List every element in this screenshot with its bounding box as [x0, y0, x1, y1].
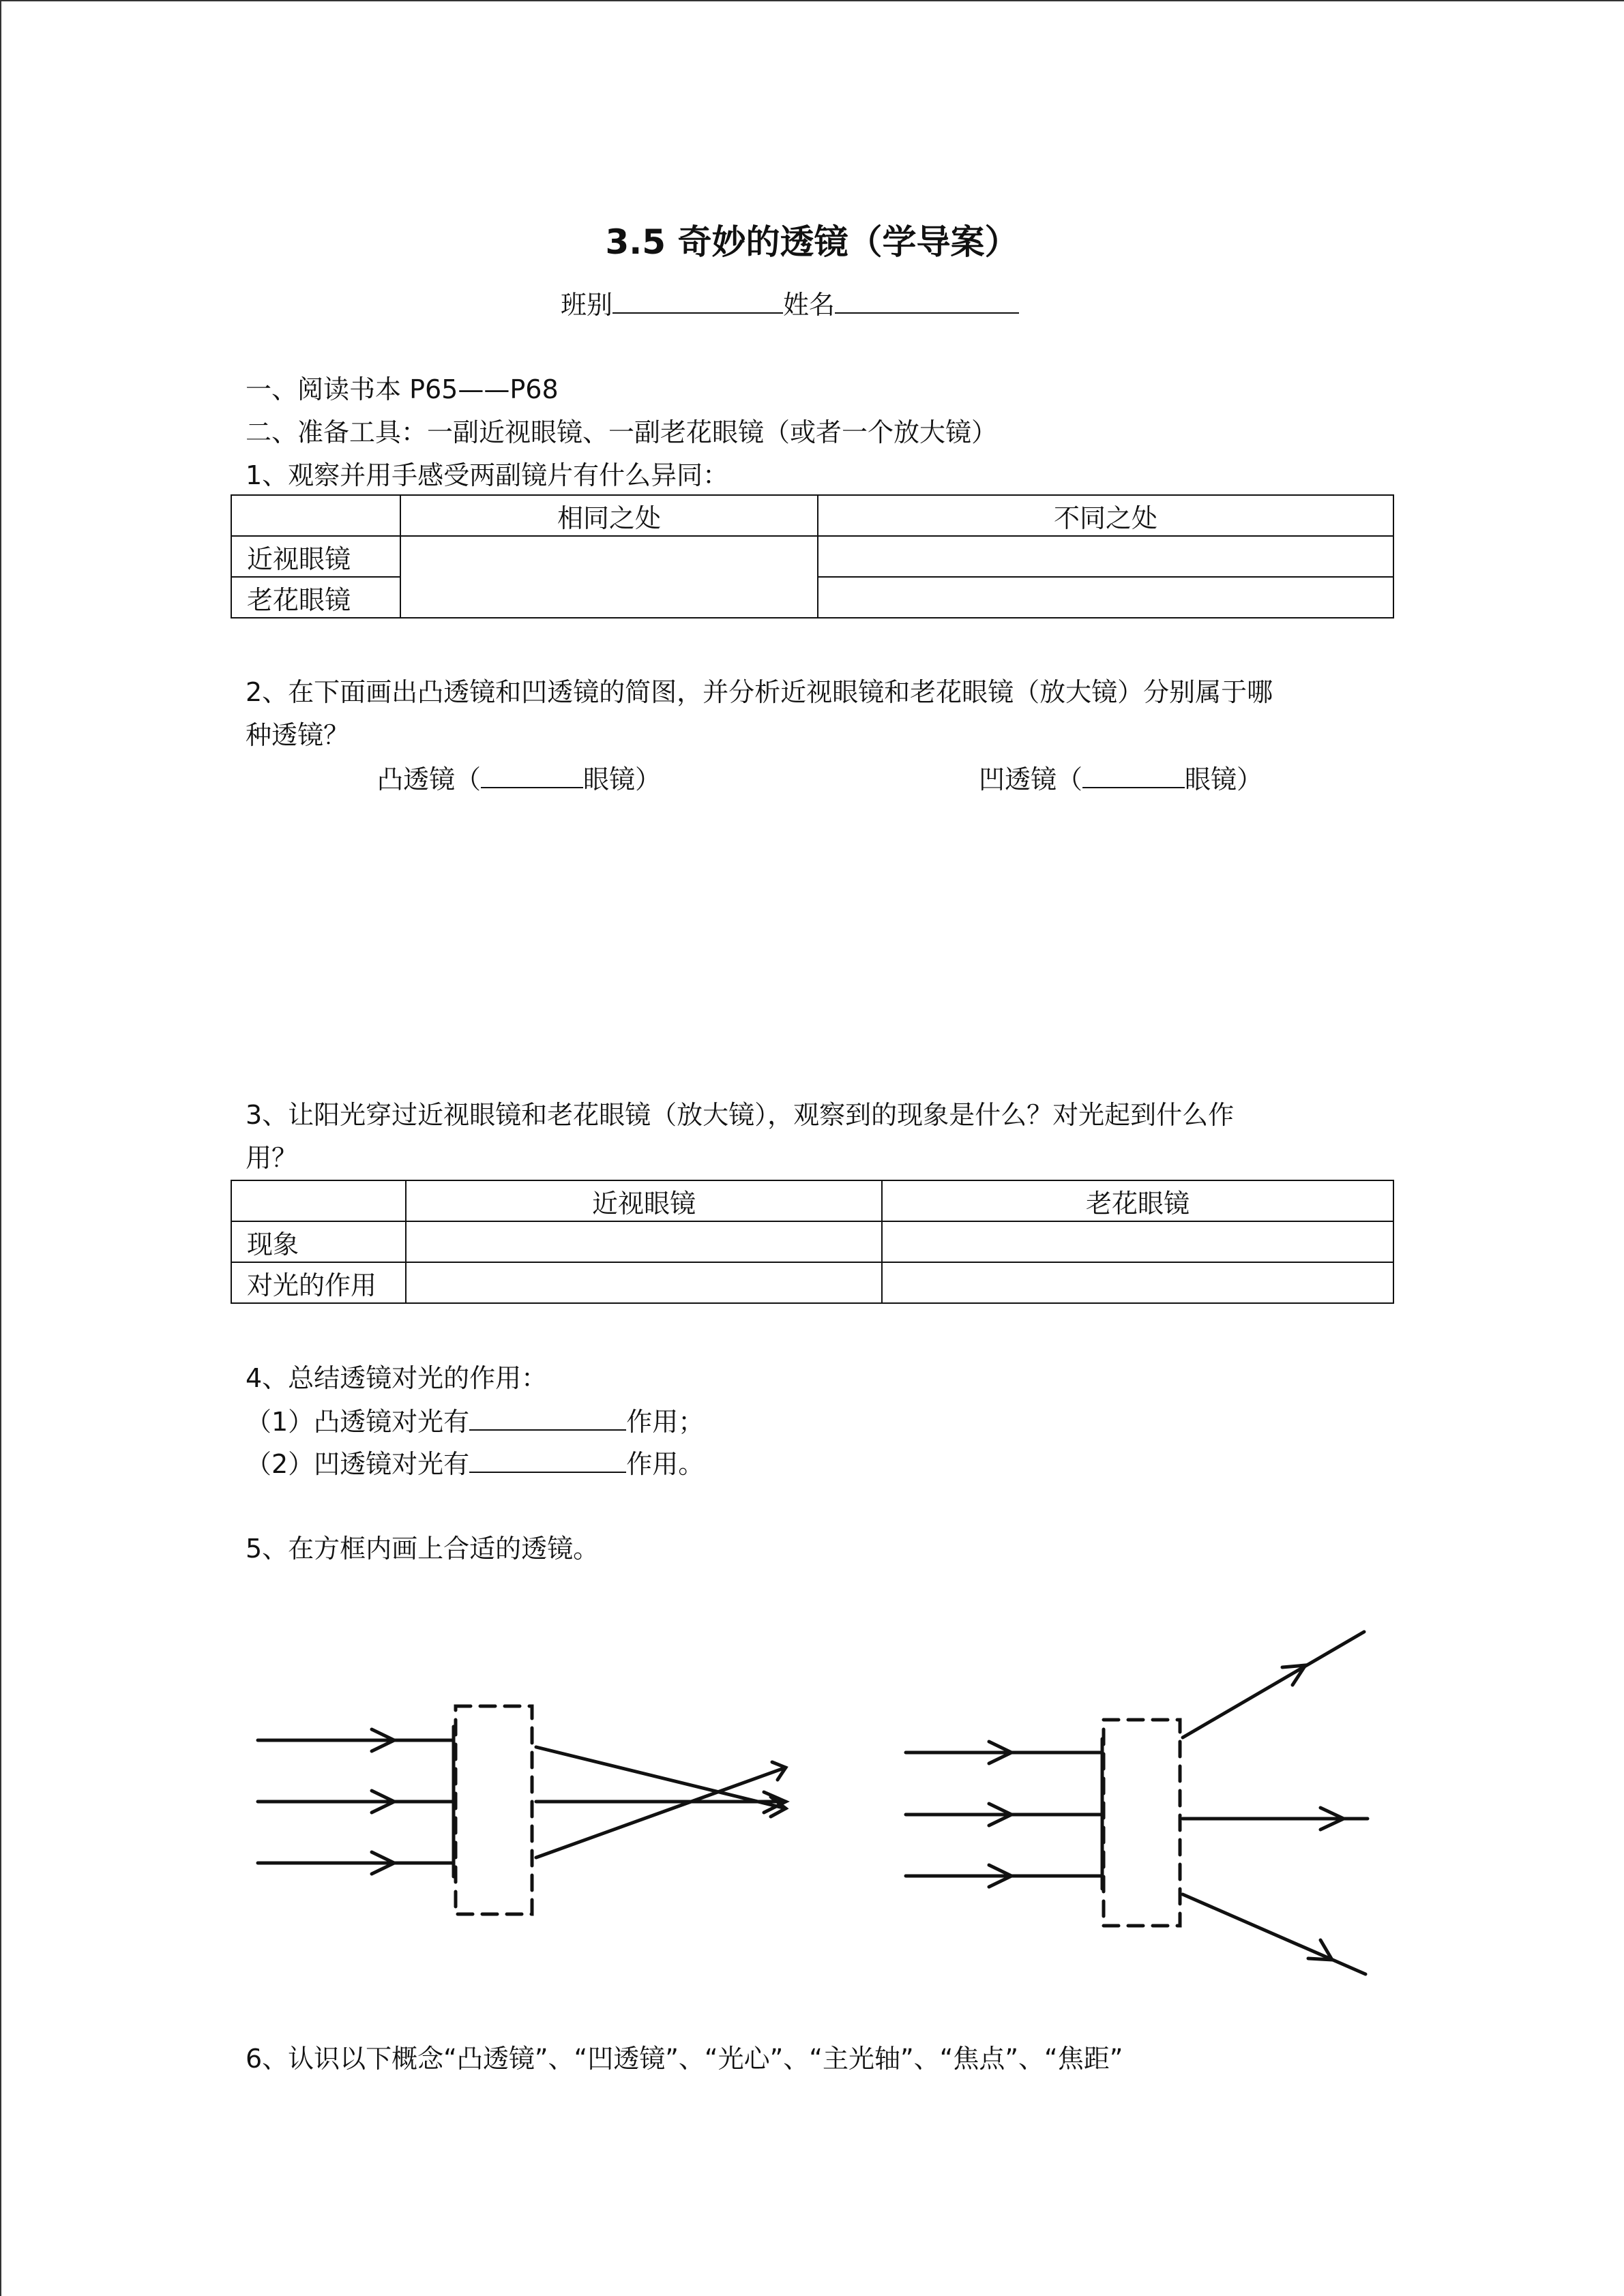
header-similarities: 相同之处	[400, 495, 818, 536]
presbyopia-phenomenon-cell[interactable]	[882, 1221, 1393, 1262]
question-5: 5、在方框内画上合适的透镜。	[246, 1534, 600, 1564]
concave-lens-label: 凹透镜（ 眼镜）	[979, 762, 1263, 795]
comparison-table	[231, 494, 1394, 618]
refracted-ray	[1183, 1894, 1365, 1974]
diverging-rays-diagram	[900, 1626, 1378, 1981]
similarities-answer-cell[interactable]	[400, 536, 818, 618]
table-corner-cell	[231, 495, 400, 536]
name-label: 姓名	[783, 290, 836, 320]
lens-placeholder-box[interactable]	[1104, 1720, 1180, 1926]
header-myopia-glasses: 近视眼镜	[406, 1180, 882, 1221]
concave-glasses-blank[interactable]	[1082, 762, 1185, 788]
table-corner-cell	[231, 1180, 406, 1221]
table-header-row	[231, 495, 1393, 536]
refracted-ray	[1183, 1632, 1364, 1738]
row-label-phenomenon: 现象	[231, 1221, 406, 1262]
convex-effect-blank[interactable]	[469, 1405, 626, 1431]
table-row	[231, 1221, 1393, 1262]
myopia-difference-cell[interactable]	[818, 536, 1393, 577]
row-label-myopia: 近视眼镜	[231, 536, 400, 577]
question-6: 6、认识以下概念“凸透镜”、“凹透镜”、“光心”、“主光轴”、“焦点”、“焦距”	[246, 2044, 1123, 2074]
name-blank[interactable]	[835, 288, 1019, 314]
converging-rays-diagram	[246, 1691, 791, 1937]
myopia-phenomenon-cell[interactable]	[406, 1221, 882, 1262]
question-3-line1: 3、让阳光穿过近视眼镜和老花眼镜（放大镜），观察到的现象是什么？对光起到什么作	[246, 1100, 1235, 1130]
presbyopia-effect-cell[interactable]	[882, 1262, 1393, 1303]
question-2-line2: 种透镜？	[246, 720, 350, 750]
refracted-ray	[536, 1747, 786, 1808]
lens-placeholder-box[interactable]	[456, 1706, 532, 1914]
row-label-effect-on-light: 对光的作用	[231, 1262, 406, 1303]
page-title: 3.5 奇妙的透镜（学导案）	[605, 222, 1019, 262]
question-4: 4、总结透镜对光的作用：	[246, 1363, 548, 1393]
question-4-part-2: （2）凹透镜对光有 作用。	[246, 1447, 704, 1480]
observation-table	[231, 1180, 1394, 1304]
question-2-line1: 2、在下面画出凸透镜和凹透镜的简图，并分析近视眼镜和老花眼镜（放大镜）分别属于哪	[246, 677, 1273, 707]
arrowhead	[1282, 1665, 1305, 1685]
class-name-line	[561, 288, 1019, 320]
item-read: 一、阅读书本 P65——P68	[246, 374, 559, 404]
convex-glasses-blank[interactable]	[481, 762, 583, 788]
presbyopia-difference-cell[interactable]	[818, 577, 1393, 618]
table-header-row	[231, 1180, 1393, 1221]
table-row	[231, 536, 1393, 577]
question-3-line2: 用？	[246, 1143, 298, 1173]
myopia-effect-cell[interactable]	[406, 1262, 882, 1303]
table-row	[231, 1262, 1393, 1303]
class-label: 班别	[561, 290, 613, 320]
item-tools: 二、准备工具：一副近视眼镜、一副老花眼镜（或者一个放大镜）	[246, 417, 998, 447]
row-label-presbyopia: 老花眼镜	[231, 577, 400, 618]
convex-lens-label: 凸透镜（ 眼镜）	[377, 762, 661, 795]
class-blank[interactable]	[612, 288, 783, 314]
header-presbyopia-glasses: 老花眼镜	[882, 1180, 1393, 1221]
concave-effect-blank[interactable]	[469, 1447, 626, 1473]
header-differences: 不同之处	[818, 495, 1393, 536]
question-1: 1、观察并用手感受两副镜片有什么异同：	[246, 460, 729, 490]
question-4-part-1: （1）凸透镜对光有 作用；	[246, 1405, 704, 1437]
refracted-ray	[536, 1768, 786, 1858]
